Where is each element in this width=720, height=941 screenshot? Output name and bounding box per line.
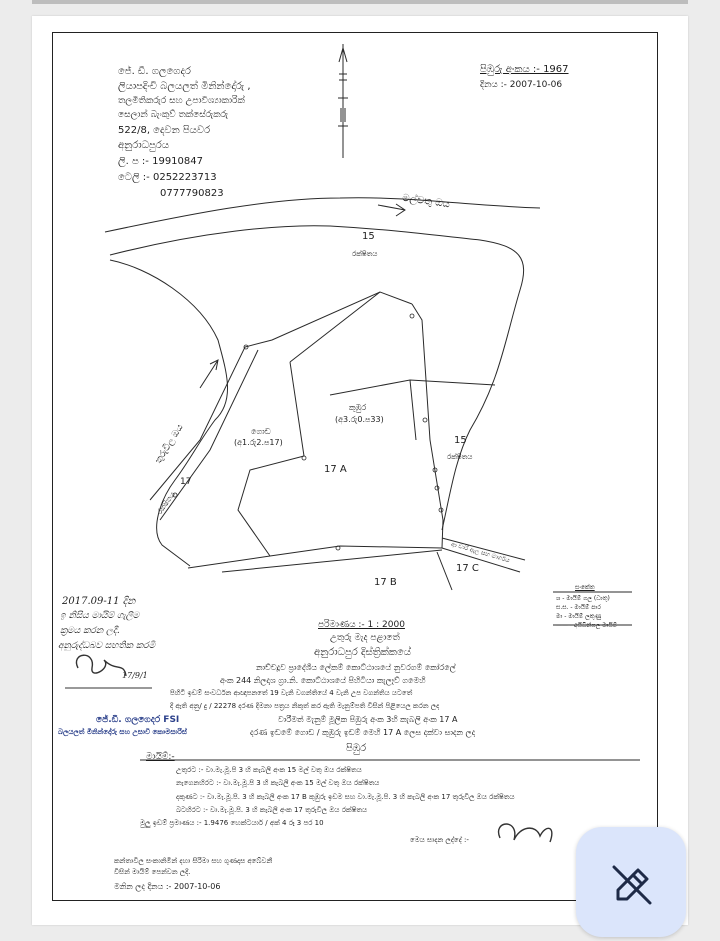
footer-line-2: විසින් මායිම් පෙන්වන ලදී. — [114, 868, 191, 876]
surveyor-name: ජේ. ඩී. ගලගෙදර — [118, 66, 191, 77]
river-bank-north — [105, 198, 540, 232]
handwritten-note-2: ක්‍රමය කරන ලදී. — [60, 626, 120, 636]
detail-line-2: අංක 244 නිලදාශ ග්‍රා.නි. කොට්ඨාශයේ පිහිටියා කැලෑව් ගමෙහි — [220, 676, 426, 685]
reservation-left: රක්ෂිතය — [155, 490, 177, 516]
handwritten-note-3: අනුරුද්ධබව සහතික කරමි — [58, 641, 156, 651]
surveyor-address-2: අනුරාධපුරය — [118, 140, 170, 151]
goda-boundary — [238, 292, 380, 556]
total-extent: මුලු ඉඩම් ප්‍රමාණය :- 1.9476 හෙක්ටයාර් / අක් 4 රූ 3 පර 10 — [140, 819, 324, 827]
handwritten-signature-left — [76, 655, 126, 676]
detail-line-1: නාච්චදූව ප්‍රාදේශීය ලේකම් කොට්ඨාශයේ නුවරගම් කෝරලේ — [256, 663, 456, 672]
boundary-west: බටහිරට :- වා.මැ.මූ.පි. 3 හි කැබලි අංක 17 තුරුවිල ඔය රක්ෂිතය — [176, 806, 368, 814]
surveyor-reg-no: ලි. ප :- 19910847 — [118, 156, 203, 167]
lot-17a: 17 A — [324, 464, 347, 475]
boundaries-heading: මායිම්:- — [146, 752, 175, 762]
goda-area: (අ1.රු2.ප17) — [234, 438, 283, 447]
edit-off-icon — [576, 827, 686, 937]
surveyor-stamp-line-1: ජේ.ඩී. ගලගෙදර FSI — [96, 715, 180, 725]
north-arrow-icon — [338, 44, 348, 158]
handwritten-sign-date: 17/9/1 — [122, 671, 148, 680]
surveyor-title-2: තලමිතිකරුර සහ උපාවිශ්‍යාකාරික් — [118, 96, 245, 106]
lot-15-east: 15 — [454, 435, 467, 446]
detail-line-4: දී ඇති අනු/ දු / 22278 දරණ දීමනා පත්‍රය නිකුත් කර ඇති මැනුම්පති විසින් පිළියෙල කරන ලද — [170, 702, 440, 710]
reservation-east: රක්ෂිතය — [447, 453, 473, 461]
boundary-east: නැගෙනහිරට :- වා.මැ.මූ.පි 3 හි කැබලි අංක 15 මල් වතු ඔය රක්ෂිතය — [176, 779, 380, 787]
survey-date: මනින ලද දිනය :- 2007-10-06 — [114, 882, 221, 891]
handwritten-signature-right — [499, 824, 552, 842]
plan-heading: පිඹුර — [346, 743, 367, 754]
surveyor-stamp-line-2: බලයලත් මිනින්දෝරු සහ උසාවි කොමසාරිස් — [58, 728, 187, 736]
river-label: මල්වතු ඔය — [401, 192, 451, 211]
surveyor-title-1: ලියාපදිංචි බලයලත් මිනින්දෝරු , — [118, 81, 251, 92]
handwritten-note-1: ඉ නිසිය මායිම් ගැලීම — [60, 611, 140, 621]
stream-flow-arrow-icon — [200, 360, 218, 388]
boundary-south: දකුණට :- වා.මැ.මූ.පි. 3 හි කැබලි අංක 17 B කුඹුරු ඉඩම සහ වා.මැ.මූ.පි. 3 හි කැබලි අංක 17 තුරුවිල ඔය රක්ෂිතය — [176, 793, 515, 801]
plan-date: දිනය :- 2007-10-06 — [480, 80, 563, 90]
boundary-north: උතුරට :- වා.මැ.මූ.පි 3 හි කැබලි අංක 15 මල් වතු ඔය රක්ෂිතය — [176, 766, 362, 774]
legend-title: සංකේත — [575, 584, 595, 591]
edit-off-button[interactable] — [576, 827, 686, 937]
lot-15-north: 15 — [362, 231, 375, 242]
surveyor-tel-2: 0777790823 — [160, 188, 224, 199]
surveyor-address-1: 522/8, දෙවන පියවර — [118, 125, 211, 136]
footer-line-1: කන්තාවිල සංකානිමින් දහා සිරිමා සහ ගුණදාස අබේවනී — [114, 857, 273, 865]
lot17c-line — [437, 552, 452, 590]
lot-17-left: 17 — [180, 477, 192, 487]
reservation-curve-left — [110, 260, 228, 566]
kumburu-east-line — [410, 380, 416, 440]
surveyor-tel-1: ටෙලි :- 0252223713 — [118, 172, 217, 183]
kumburu-label: කුඹුර — [349, 403, 367, 412]
stream-label: තුරුවිල ඔය — [153, 422, 186, 466]
irrigation-road-label: ආ වාරි ඇල සහ මාර්ගය — [450, 540, 511, 565]
legend-row-1: ශ - මායිම් ගල (ධාතු) — [556, 595, 610, 602]
lot-17b: 17 B — [374, 577, 397, 588]
lot-17c: 17 C — [456, 563, 479, 574]
detail-line-3: පිහිටි ඉඩම් සංවර්ධන ආඥාපනතේ 19 වැනි වගන්තියේ 4 වැනි උප වගන්තිය යටතේ — [170, 689, 413, 697]
plan-number: පිඹුරු අංකය :- 1967 — [480, 64, 569, 75]
goda-label: ගොඩ — [251, 427, 271, 436]
river-flow-arrow-icon — [378, 204, 405, 216]
parcel-outline — [188, 304, 443, 568]
kumburu-area: (අ3.රු0.ප33) — [335, 415, 384, 424]
province: උතුරු මැද පළාතේ — [330, 633, 400, 643]
boundary-stone-markers — [173, 314, 443, 550]
parcel-divider — [330, 380, 495, 395]
scale: පරිමාණය :- 1 : 2000 — [318, 620, 405, 630]
surveyor-title-3: සෙලාන් බැංකුව් තක්සේරුකරු — [118, 110, 229, 120]
prepared-by-label: මෙය සාදන ලද්දේ :- — [410, 836, 469, 844]
lot-inner-line — [222, 550, 442, 572]
detail-line-6: දරණ ඉඩමේ ගොඩ / කුඹුරු ඉඩම් මෙහි 17 A ලෙස දක්වා සාදන ලද — [250, 728, 476, 737]
legend-row-4: —— - අයිඩින්ගල මායිම් — [556, 622, 617, 629]
legend-row-2: ස.ස. - මායිම් පාර — [556, 604, 601, 611]
district: අනුරාධපුර දිස්ත්‍රික්කයේ — [314, 647, 411, 658]
reservation-north: රක්ෂිතය — [352, 250, 378, 258]
handwritten-date: 2017.09-11 දින — [62, 596, 136, 607]
legend-row-3: මා - මායිම් ලකුණු — [556, 613, 602, 620]
stream-line-1 — [150, 292, 412, 500]
detail-line-5: වාරීමත් මැනුම් මූලික පිඹුරු අංක 3හි කැබලි අංක 17 A — [278, 715, 458, 724]
